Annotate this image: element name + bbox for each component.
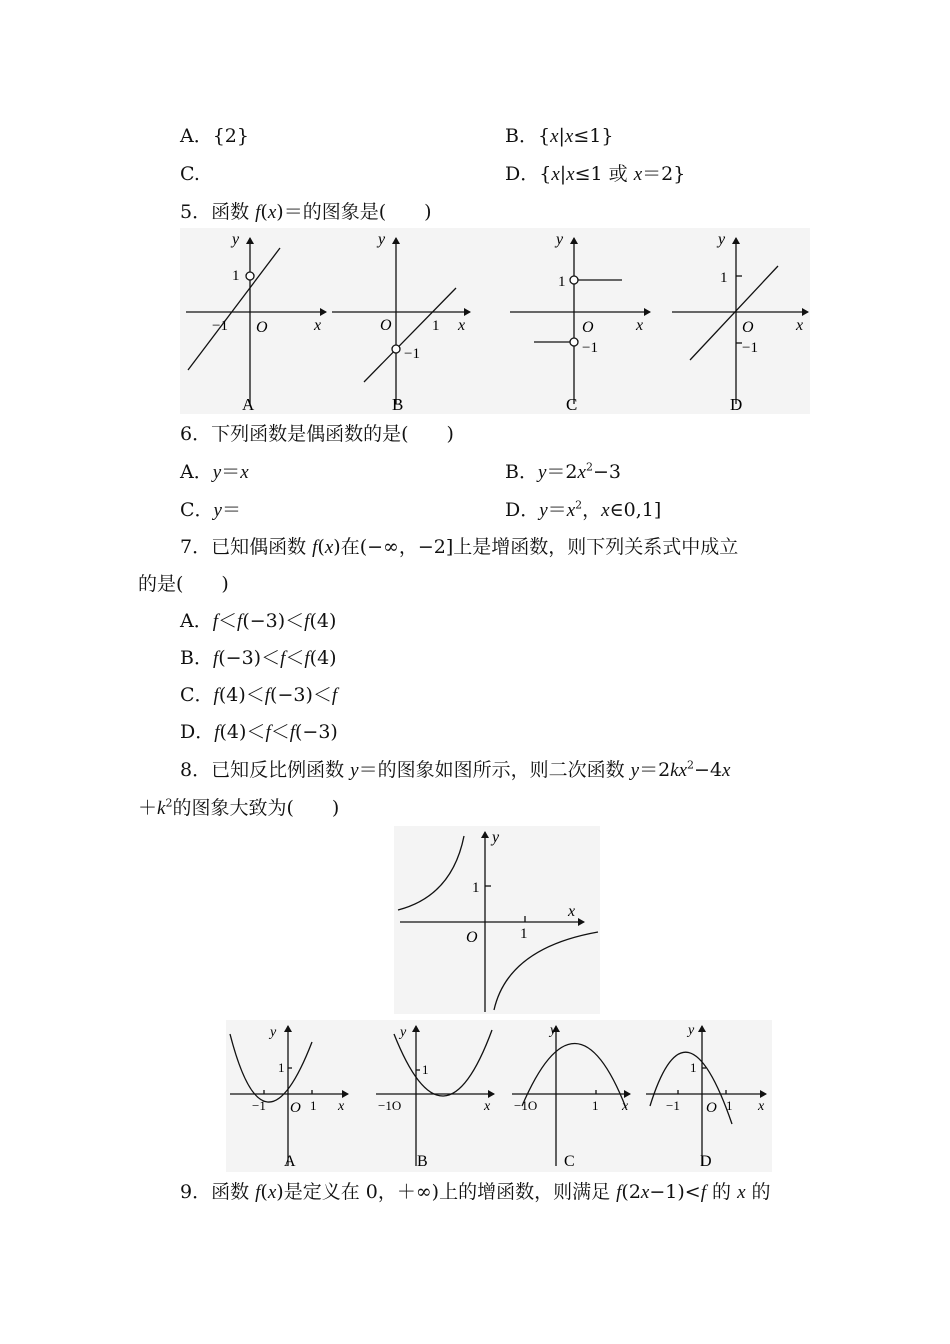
q5-b-origin: O bbox=[380, 317, 392, 334]
q5-a-one: 1 bbox=[232, 268, 240, 284]
q5-a-x-label: x bbox=[314, 317, 322, 334]
q5-c-neg-one: −1 bbox=[582, 340, 598, 356]
q8-options-figure bbox=[226, 1020, 772, 1172]
q8-b-label: B bbox=[417, 1153, 428, 1170]
q5-d-origin: O bbox=[742, 319, 754, 336]
q7-option-c: C．f(4)＜f(−3)＜f bbox=[180, 684, 338, 706]
q8-d-one-x: 1 bbox=[726, 1098, 733, 1113]
q7-option-a: A．f＜f(−3)＜f(4) bbox=[180, 610, 337, 632]
q5-c-label: C bbox=[566, 395, 578, 414]
q6-option-b: B．$y=2x^2-3$ bbox=[505, 460, 621, 483]
q4-option-b: B．{x|x≤1} bbox=[505, 125, 614, 147]
q8-main-y-label: y bbox=[492, 829, 500, 846]
q8-a-label: A bbox=[284, 1153, 296, 1170]
q5-c-x-label: x bbox=[636, 317, 644, 334]
q5-d-x-label: x bbox=[796, 317, 804, 334]
q6-option-c: C．y＝ bbox=[180, 499, 241, 521]
q8-a-one: 1 bbox=[278, 1060, 285, 1075]
q8-c-one: 1 bbox=[592, 1098, 599, 1113]
q8-a-one-x: 1 bbox=[310, 1098, 317, 1113]
q5-d-neg-one: −1 bbox=[742, 340, 758, 356]
q7-stem-line1: 7．已知偶函数 f(x)在(−∞，−2]上是增函数，则下列关系式中成立 bbox=[180, 536, 739, 558]
q4-option-a: A．{2} bbox=[180, 125, 249, 147]
q5-c-origin: O bbox=[582, 319, 594, 336]
q5-b-label: B bbox=[392, 395, 404, 414]
q8-c-label: C bbox=[564, 1153, 575, 1170]
q8-b-one: 1 bbox=[422, 1062, 429, 1077]
q6-stem: 6．下列函数是偶函数的是( ) bbox=[180, 423, 454, 445]
q8-c-neg-one-o: −1O bbox=[514, 1098, 538, 1113]
q8-d-x-label: x bbox=[758, 1099, 765, 1114]
q8-b-x-label: x bbox=[484, 1099, 491, 1114]
q8-main-x-label: x bbox=[568, 903, 576, 920]
q4-option-d: D．{x|x≤1 或 x＝2} bbox=[505, 163, 686, 185]
q8-b-neg-one-o: −1O bbox=[378, 1098, 402, 1113]
q8-d-one: 1 bbox=[690, 1060, 697, 1075]
q8-d-neg-one: −1 bbox=[666, 1098, 680, 1113]
q8-main-figure bbox=[394, 826, 600, 1014]
q8-b-y-label: y bbox=[400, 1025, 407, 1040]
q5-d-one: 1 bbox=[720, 270, 728, 286]
q5-stem: 5．函数 f(x)＝的图象是( ) bbox=[180, 201, 432, 223]
q7-stem-line2: 的是( ) bbox=[138, 573, 229, 595]
q8-main-one-x: 1 bbox=[520, 926, 528, 942]
q8-a-neg-one: −1 bbox=[252, 1098, 266, 1113]
q8-c-x-label: x bbox=[622, 1099, 629, 1114]
q5-c-y-label: y bbox=[556, 231, 564, 248]
q8-main-one-y: 1 bbox=[472, 880, 480, 896]
q8-c-y-label: y bbox=[550, 1023, 557, 1038]
q9-stem: 9．函数 f(x)是定义在 0，＋∞)上的增函数，则满足 f(2x−1)<f 的 x 的 bbox=[180, 1181, 771, 1203]
q5-b-x-label: x bbox=[458, 317, 466, 334]
q8-a-x-label: x bbox=[338, 1099, 345, 1114]
q8-main-figure-background bbox=[394, 826, 600, 1014]
q5-figure bbox=[180, 228, 810, 414]
q8-options-background bbox=[226, 1020, 772, 1172]
q4-option-c: C. bbox=[180, 163, 200, 185]
q5-a-origin: O bbox=[256, 319, 268, 336]
q5-d-label: D bbox=[730, 395, 743, 414]
q8-stem-line1: 8．已知反比例函数 y＝的图象如图所示，则二次函数 $y=2kx^2-4x$ bbox=[180, 758, 731, 781]
q5-a-label: A bbox=[242, 395, 255, 414]
q8-a-y-label: y bbox=[270, 1025, 277, 1040]
q7-option-b: B．f(−3)＜f＜f(4) bbox=[180, 647, 337, 669]
q8-a-origin: O bbox=[290, 1100, 301, 1116]
q5-b-one: 1 bbox=[432, 318, 440, 334]
q8-stem-line2: $+k^2$的图象大致为( ) bbox=[138, 796, 340, 819]
q8-main-origin: O bbox=[466, 929, 478, 946]
q5-b-y-label: y bbox=[378, 231, 386, 248]
q6-option-d: D．$y=x^2$，x∈0,1] bbox=[505, 498, 662, 521]
q5-a-y-label: y bbox=[232, 231, 240, 248]
q8-d-label: D bbox=[700, 1153, 712, 1170]
q5-d-y-label: y bbox=[718, 231, 726, 248]
q5-b-neg-one: −1 bbox=[404, 346, 420, 362]
q8-d-origin: O bbox=[706, 1100, 717, 1116]
q5-c-one: 1 bbox=[558, 274, 566, 290]
q6-option-a: A．y＝x bbox=[180, 461, 249, 483]
q5-a-neg-one: −1 bbox=[212, 318, 228, 334]
q7-option-d: D．f(4)＜f＜f(−3) bbox=[180, 721, 338, 743]
q8-d-y-label: y bbox=[688, 1023, 695, 1038]
